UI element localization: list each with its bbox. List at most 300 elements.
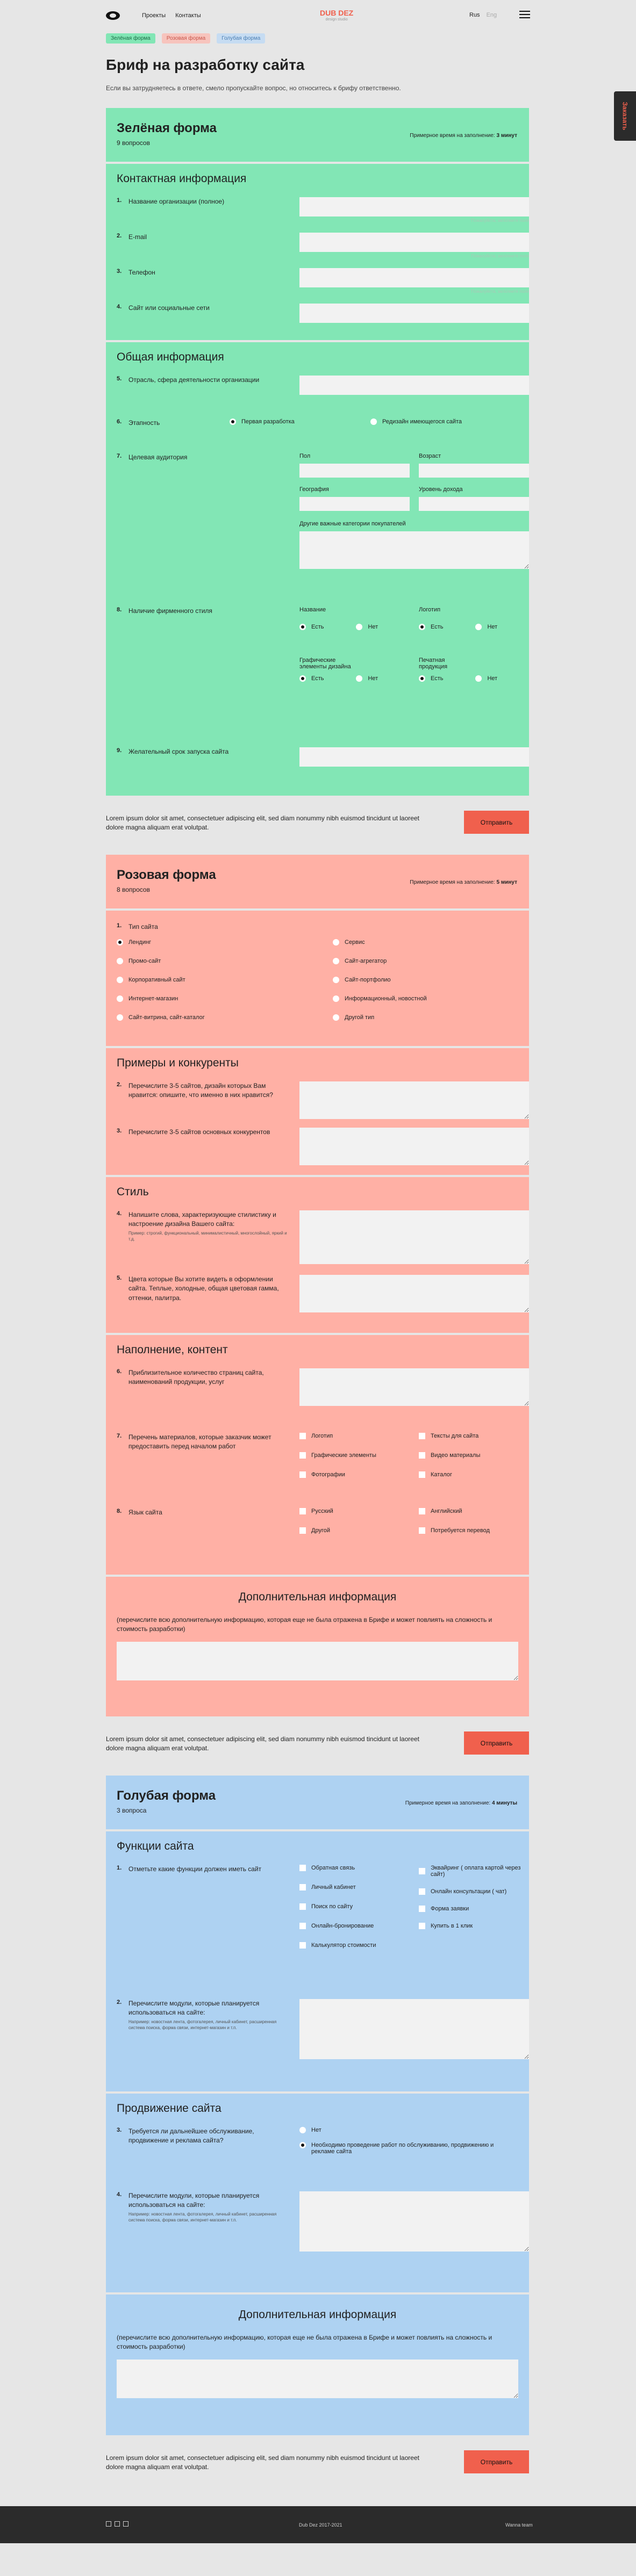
question-hint: Пример: строгий, функциональный, минималистичный, многослойный, яркий и т.д.	[128, 1230, 287, 1242]
pink-extra-section	[106, 1577, 529, 1716]
blue-extra-section	[106, 2294, 529, 2435]
checkbox-icon	[419, 1471, 425, 1478]
question-row	[117, 747, 518, 774]
gender-input[interactable]	[299, 464, 410, 478]
question-label: Язык сайта	[128, 1509, 162, 1516]
option-label: Нет	[368, 675, 378, 682]
print-yes-option[interactable]	[419, 675, 443, 682]
question-number: 3.	[117, 268, 122, 275]
option-label: Обратная связь	[311, 1865, 355, 1871]
field-label: Пол	[299, 453, 311, 459]
radio-icon	[370, 418, 377, 425]
option-item[interactable]	[419, 1433, 480, 1439]
question-count: 8 вопросов	[117, 886, 150, 893]
field-hint: Пожалуйста, заполните поле	[471, 254, 529, 258]
option-item[interactable]	[419, 1888, 529, 1895]
question-label: Перечислите 3-5 сайтов основных конкурентов	[128, 1128, 270, 1136]
fill-time-label: Примерное время на заполнение:	[405, 1800, 491, 1806]
checkbox-icon	[419, 1888, 425, 1895]
form-tags	[106, 33, 529, 44]
colors-textarea[interactable]	[299, 1275, 529, 1312]
lang-eng[interactable]: Eng	[486, 12, 497, 18]
option-label: Интернет-магазин	[128, 995, 178, 1002]
checkbox-icon	[299, 1508, 306, 1514]
name-yes-option[interactable]	[299, 624, 324, 630]
checkbox-icon	[299, 1527, 306, 1534]
fill-time	[405, 1800, 517, 1806]
general-section	[106, 342, 529, 796]
question-row	[117, 304, 518, 330]
question-label: Этапность	[128, 419, 160, 427]
option-label: Личный кабинет	[311, 1884, 356, 1890]
green-form-header	[106, 108, 529, 162]
radio-icon	[475, 675, 482, 682]
radio-icon	[419, 624, 425, 630]
option-label: Необходимо проведение работ по обслуживанию, продвижению и рекламе сайта	[311, 2142, 494, 2155]
question-label: Целевая аудитория	[128, 453, 188, 461]
question-number: 5.	[117, 376, 122, 382]
stage-option-redesign[interactable]	[370, 418, 462, 425]
brand-subtitle: design studio	[325, 18, 348, 21]
fill-time-value: 5 минут	[496, 879, 517, 885]
pink-submit-area	[106, 1719, 529, 1776]
question-label: Тип сайта	[128, 923, 158, 930]
field-hint: Пожалуйста, заполните поле	[471, 218, 529, 223]
question-row	[117, 1433, 518, 1508]
question-row	[117, 1210, 518, 1275]
phone-input[interactable]	[299, 268, 529, 287]
option-item[interactable]	[299, 1508, 419, 1514]
checkbox-icon	[299, 1865, 306, 1871]
style-section	[106, 1177, 529, 1333]
checkbox-icon	[299, 1433, 306, 1439]
promo-no-option[interactable]	[299, 2127, 514, 2133]
question-label: Перечень материалов, которые заказчик может предоставить перед началом работ	[128, 1433, 271, 1451]
site-type-options	[117, 939, 518, 1033]
pink-form	[106, 855, 529, 1716]
order-side-tab-label: Заказать	[621, 102, 629, 131]
radio-icon	[230, 418, 236, 425]
question-label	[128, 1210, 290, 1275]
other-categories-textarea[interactable]	[299, 531, 529, 569]
question-number: 4.	[117, 304, 122, 310]
style-words-textarea[interactable]	[299, 1210, 529, 1264]
option-label: Редизайн имеющегося сайта	[382, 418, 462, 425]
question-row	[117, 2191, 518, 2256]
checkbox-icon	[299, 1903, 306, 1910]
question-label: Приблизительное количество страниц сайта, наименований продукции, услуг	[128, 1369, 264, 1386]
question-hint: Например: новостная лента, фотогалерея, личный кабинет, расширенная система поиска, форма связи, интернет-магазин и т.п.	[128, 2211, 277, 2223]
option-label: Нет	[368, 624, 378, 630]
menu-icon[interactable]	[519, 11, 530, 18]
income-input[interactable]	[419, 497, 529, 511]
section-title: Примеры и конкуренты	[117, 1057, 239, 1069]
option-label: Другой	[311, 1527, 330, 1534]
radio-icon	[333, 995, 339, 1002]
question-row	[117, 1368, 518, 1433]
option-item[interactable]	[117, 958, 333, 964]
option-label: Каталог	[431, 1471, 452, 1478]
checkbox-icon	[419, 1906, 425, 1912]
question-row	[117, 1999, 518, 2063]
radio-icon	[333, 939, 339, 946]
option-item[interactable]	[299, 1452, 419, 1459]
option-item[interactable]	[419, 1527, 490, 1534]
section-title: Наполнение, контент	[117, 1344, 228, 1356]
option-label: Нет	[487, 624, 498, 630]
pink-extra-textarea[interactable]	[117, 1642, 518, 1680]
option-item[interactable]	[299, 1471, 419, 1478]
option-label: Другой тип	[345, 1014, 375, 1021]
option-item[interactable]	[117, 939, 333, 946]
question-label: Сайт или социальные сети	[128, 304, 210, 312]
option-item[interactable]	[299, 1903, 419, 1910]
group-label: Логотип	[419, 607, 441, 613]
question-label: Перечислите 3-5 сайтов, дизайн которых Вам нравится: опишите, что именно в них нравится?	[128, 1082, 273, 1099]
option-item[interactable]	[419, 1865, 529, 1878]
option-label: Эквайринг ( оплата картой через сайт)	[431, 1865, 521, 1878]
green-submit-area	[106, 798, 529, 855]
checkbox-icon	[299, 1471, 306, 1478]
behance-icon[interactable]	[115, 2521, 120, 2527]
option-label: Нет	[311, 2127, 321, 2133]
option-item[interactable]	[299, 1865, 419, 1871]
question-hint: Например: новостная лента, фотогалерея, личный кабинет, расширенная система поиска, форма связи, интернет-магазин и т.п.	[128, 2019, 277, 2030]
question-number: 2.	[117, 1081, 122, 1088]
radio-icon	[475, 624, 482, 630]
website-input[interactable]	[299, 304, 529, 323]
question-row	[117, 418, 518, 453]
telegram-icon[interactable]	[123, 2521, 128, 2527]
option-label: Графические элементы	[311, 1452, 376, 1459]
print-no-option[interactable]	[475, 675, 497, 682]
radio-icon	[299, 2127, 306, 2133]
question-count: 3 вопроса	[117, 1807, 147, 1814]
option-label: Тексты для сайта	[431, 1433, 479, 1439]
radio-icon	[419, 675, 425, 682]
option-item[interactable]	[117, 995, 333, 1002]
logo-icon[interactable]	[106, 11, 120, 20]
competitors-textarea[interactable]	[299, 1128, 529, 1165]
site-type-section	[106, 911, 529, 1046]
question-number: 7.	[117, 453, 122, 459]
radio-icon	[117, 1014, 123, 1021]
field-hint: Пожалуйста, заполните поле	[471, 289, 529, 294]
green-form	[106, 108, 529, 796]
content-section	[106, 1335, 529, 1575]
brand-title: DUB DEZ	[320, 9, 354, 17]
logo-no-option[interactable]	[475, 624, 497, 630]
option-item[interactable]	[299, 1527, 419, 1534]
option-label: Сайт-агрегатор	[345, 958, 387, 965]
question-number: 2.	[117, 233, 122, 239]
question-row	[117, 607, 518, 747]
made-by[interactable]: Wanna team	[505, 2522, 533, 2528]
question-label: Отметьте какие функции должен иметь сайт	[128, 1865, 262, 1873]
examples-section	[106, 1048, 529, 1175]
option-label: Нет	[487, 675, 498, 682]
option-label: Форма заявки	[431, 1906, 469, 1912]
option-label: Есть	[311, 675, 324, 682]
group-label: Печатная продукция	[419, 657, 448, 670]
option-label: Поиск по сайту	[311, 1903, 353, 1910]
liked-sites-textarea[interactable]	[299, 1081, 529, 1119]
blue-submit-button[interactable]: Отправить	[464, 2450, 529, 2473]
question-number: 2.	[117, 1999, 122, 2005]
option-item[interactable]	[419, 1923, 529, 1929]
field-label: Уровень дохода	[419, 486, 463, 493]
question-label: Требуется ли дальнейшее обслуживание, продвижение и реклама сайта?	[128, 2127, 254, 2145]
functions-section	[106, 1831, 529, 2091]
blue-submit-area	[106, 2437, 529, 2494]
main-nav	[142, 12, 201, 19]
green-submit-button[interactable]: Отправить	[464, 811, 529, 834]
radio-icon	[117, 958, 123, 964]
option-item[interactable]	[117, 977, 333, 983]
question-number: 3.	[117, 2127, 122, 2133]
extra-description: (перечислите всю дополнительную информацию, которая еще не была отражена в Брифе и может повлиять на сложность и стоимость разработки)	[117, 1616, 492, 1633]
option-label: Корпоративный сайт	[128, 977, 185, 984]
page-title: Бриф на разработку сайта	[106, 56, 305, 73]
question-number: 4.	[117, 2191, 122, 2198]
option-item[interactable]	[299, 1433, 419, 1439]
option-label: Видео материалы	[431, 1452, 481, 1459]
tag-blue-form[interactable]: Голубая форма	[217, 33, 265, 44]
option-label: Есть	[431, 624, 444, 630]
form-title: Голубая форма	[117, 1788, 216, 1803]
option-label: Лендинг	[128, 939, 152, 946]
option-item[interactable]	[117, 1014, 333, 1021]
checkbox-icon	[419, 1868, 425, 1874]
fill-time-label: Примерное время на заполнение:	[410, 879, 495, 885]
radio-icon	[356, 624, 362, 630]
tag-green-form[interactable]: Зелёная форма	[106, 33, 155, 44]
option-label: Онлайн-бронирование	[311, 1923, 374, 1929]
page-intro: Если вы затрудняетесь в ответе, смело пропускайте вопрос, но относитесь к брифу ответственно.	[106, 84, 401, 92]
lang-rus[interactable]: Rus	[469, 12, 480, 18]
field-label: Другие важные категории покупателей	[299, 521, 406, 527]
option-item[interactable]	[419, 1906, 529, 1912]
nav-contacts[interactable]: Контакты	[175, 12, 201, 19]
option-label: Информационный, новостной	[345, 995, 427, 1002]
field-label: Возраст	[419, 453, 441, 459]
org-name-input[interactable]	[299, 197, 529, 217]
question-row	[117, 922, 518, 932]
pink-form-header	[106, 855, 529, 908]
question-text: Напишите слова, характеризующие стилистику и настроение дизайна Вашего сайта:	[128, 1211, 276, 1228]
radio-icon	[117, 977, 123, 983]
industry-input[interactable]	[299, 376, 529, 395]
form-title: Розовая форма	[117, 868, 216, 882]
question-text: Перечислите модули, которые планируется использоваться на сайте:	[128, 2192, 260, 2209]
contact-section	[106, 164, 529, 340]
blue-form-header	[106, 1776, 529, 1829]
checkbox-icon	[299, 1942, 306, 1949]
option-label: Сайт-портфолио	[345, 977, 391, 984]
fill-time	[410, 879, 517, 885]
question-label: E-mail	[128, 233, 147, 241]
section-title: Функции сайта	[117, 1840, 194, 1852]
email-input[interactable]	[299, 233, 529, 252]
checkbox-icon	[419, 1923, 425, 1929]
radio-icon	[299, 675, 306, 682]
option-item[interactable]	[299, 1942, 419, 1949]
option-label: Онлайн консультации ( чат)	[431, 1888, 507, 1895]
question-number: 5.	[117, 1275, 122, 1281]
tag-pink-form[interactable]: Розовая форма	[162, 33, 210, 44]
field-label: География	[299, 486, 329, 493]
option-label: Калькулятор стоимости	[311, 1942, 376, 1949]
checkbox-icon	[419, 1452, 425, 1459]
checkbox-icon	[419, 1433, 425, 1439]
option-item[interactable]	[419, 1452, 480, 1459]
option-item[interactable]	[333, 1014, 427, 1021]
age-input[interactable]	[419, 464, 529, 478]
radio-icon	[333, 977, 339, 983]
instagram-icon[interactable]	[106, 2521, 111, 2527]
brand[interactable]	[320, 9, 353, 21]
question-label: Цвета которые Вы хотите видеть в оформлении сайта. Теплые, холодные, общая цветовая гамма, оттенки, палитра.	[128, 1275, 279, 1302]
question-row	[117, 1508, 518, 1551]
radio-icon	[356, 675, 362, 682]
question-row	[117, 453, 518, 607]
question-label: Телефон	[128, 269, 155, 276]
option-label: Фотографии	[311, 1471, 345, 1478]
question-count: 9 вопросов	[117, 139, 150, 147]
question-number: 8.	[117, 607, 122, 613]
question-row	[117, 197, 529, 233]
question-number: 1.	[117, 1865, 122, 1871]
question-number: 6.	[117, 1368, 122, 1375]
question-number: 4.	[117, 1210, 122, 1217]
submit-note: Lorem ipsum dolor sit amet, consectetuer adipiscing elit, sed diam nonummy nibh euismod tincidunt ut laoreet dolore magna aliquam erat volutpat.	[106, 814, 419, 832]
question-number: 7.	[117, 1433, 122, 1439]
option-label: Английский	[431, 1508, 462, 1514]
option-item[interactable]	[333, 995, 427, 1002]
question-row	[117, 1128, 518, 1165]
option-label: Сервис	[345, 939, 365, 946]
option-item[interactable]	[333, 958, 427, 964]
stage-option-first[interactable]	[230, 418, 295, 425]
question-number: 9.	[117, 747, 122, 754]
pages-count-textarea[interactable]	[299, 1368, 529, 1406]
radio-icon	[117, 939, 123, 946]
question-row	[117, 1081, 518, 1128]
logo-yes-option[interactable]	[419, 624, 443, 630]
section-title: Продвижение сайта	[117, 2102, 221, 2115]
extra-description: (перечислите всю дополнительную информацию, которая еще не была отражена в Брифе и может повлиять на сложность и стоимость разработки)	[117, 2334, 492, 2351]
option-item[interactable]	[419, 1471, 480, 1478]
question-row	[117, 2127, 518, 2191]
option-item[interactable]	[419, 1508, 490, 1514]
option-label: Есть	[431, 675, 444, 682]
question-label	[128, 1999, 290, 2063]
radio-icon	[333, 1014, 339, 1021]
radio-icon	[117, 995, 123, 1002]
blue-extra-textarea[interactable]	[117, 2359, 518, 2398]
checkbox-icon	[419, 1508, 425, 1514]
modules-textarea[interactable]	[299, 1999, 529, 2059]
fill-time-value: 3 минут	[496, 133, 517, 139]
question-number: 8.	[117, 1508, 122, 1514]
question-number: 1.	[117, 922, 122, 929]
order-side-tab[interactable]	[614, 91, 636, 141]
option-label: Промо-сайт	[128, 958, 161, 965]
option-label: Купить в 1 клик	[431, 1923, 473, 1929]
option-label: Есть	[311, 624, 324, 630]
name-no-option[interactable]	[356, 624, 378, 630]
radio-icon	[333, 958, 339, 964]
question-label: Отрасль, сфера деятельности организации	[128, 376, 260, 384]
form-title: Зелёная форма	[117, 121, 217, 135]
graphics-no-option[interactable]	[356, 675, 378, 682]
question-text: Перечислите модули, которые планируется использоваться на сайте:	[128, 2000, 260, 2017]
radio-icon	[299, 624, 306, 630]
launch-date-input[interactable]	[299, 747, 529, 767]
option-label: Потребуется перевод	[431, 1527, 490, 1534]
question-row	[117, 376, 518, 418]
section-title: Общая информация	[117, 351, 224, 363]
checkbox-icon	[299, 1452, 306, 1459]
nav-projects[interactable]: Проекты	[142, 12, 166, 19]
question-number: 3.	[117, 1128, 122, 1134]
fill-time-value: 4 минуты	[491, 1800, 517, 1806]
group-label: Графические элементы дизайна	[299, 657, 351, 670]
fill-time-label: Примерное время на заполнение:	[410, 133, 495, 139]
question-row	[117, 268, 529, 304]
question-row	[117, 1275, 518, 1318]
group-label: Название	[299, 607, 326, 613]
option-item[interactable]	[333, 939, 427, 946]
section-title: Дополнительная информация	[238, 1591, 397, 1603]
copyright: Dub Dez 2017-2021	[299, 2522, 342, 2528]
checkbox-icon	[299, 1923, 306, 1929]
promo-yes-option[interactable]	[299, 2142, 514, 2155]
checkbox-icon	[419, 1527, 425, 1534]
checkbox-icon	[299, 1884, 306, 1890]
option-label: Сайт-витрина, сайт-каталог	[128, 1014, 205, 1021]
submit-note: Lorem ipsum dolor sit amet, consectetuer adipiscing elit, sed diam nonummy nibh euismod tincidunt ut laoreet dolore magna aliquam erat volutpat.	[106, 1735, 419, 1752]
promotion-section	[106, 2094, 529, 2292]
option-item[interactable]	[299, 1884, 419, 1890]
footer	[0, 2506, 636, 2543]
promo-modules-textarea[interactable]	[299, 2191, 529, 2252]
submit-note: Lorem ipsum dolor sit amet, consectetuer adipiscing elit, sed diam nonummy nibh euismod tincidunt ut laoreet dolore magna aliquam erat volutpat.	[106, 2454, 419, 2471]
language-switch	[469, 12, 497, 18]
section-title: Стиль	[117, 1186, 149, 1198]
geography-input[interactable]	[299, 497, 410, 511]
pink-submit-button[interactable]: Отправить	[464, 1731, 529, 1755]
option-item[interactable]	[333, 977, 427, 983]
social-icons	[106, 2521, 128, 2527]
top-bar	[0, 0, 636, 33]
question-label: Название организации (полное)	[128, 198, 225, 205]
question-row	[117, 233, 529, 268]
question-row	[117, 1865, 521, 1999]
question-label: Желательный срок запуска сайта	[128, 748, 229, 755]
section-title: Контактная информация	[117, 172, 247, 185]
question-label: Наличие фирменного стиля	[128, 607, 212, 615]
question-number: 6.	[117, 418, 122, 425]
question-number: 1.	[117, 197, 122, 204]
section-title: Дополнительная информация	[238, 2308, 397, 2321]
question-label	[128, 2191, 290, 2256]
radio-icon	[299, 2142, 306, 2148]
graphics-yes-option[interactable]	[299, 675, 324, 682]
option-label: Логотип	[311, 1433, 333, 1439]
option-label: Русский	[311, 1508, 333, 1514]
option-item[interactable]	[299, 1923, 419, 1929]
